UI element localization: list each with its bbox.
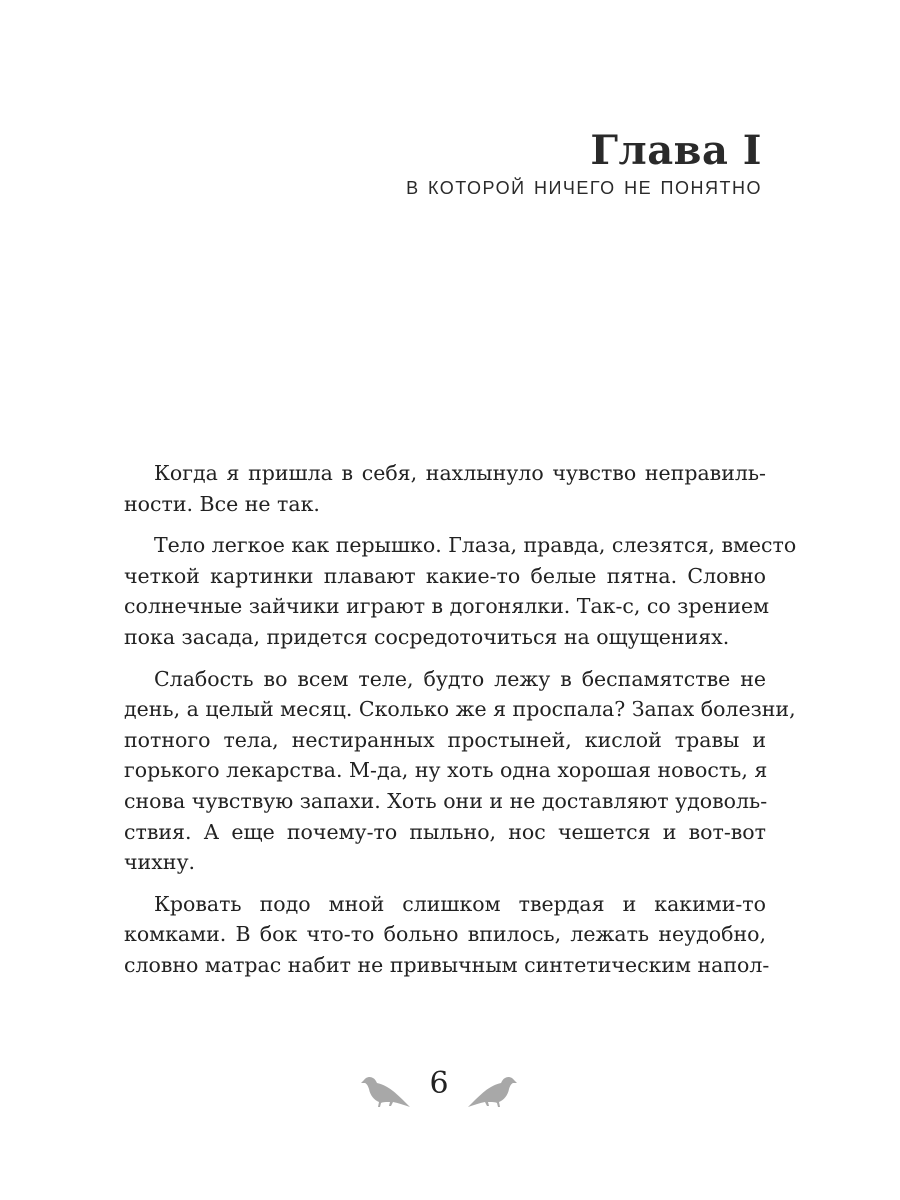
text-line: чихну. bbox=[124, 850, 196, 875]
sparrow-icon bbox=[360, 1070, 412, 1112]
text-line: комками. В бок что-то больно впилось, лежать неудобно, bbox=[124, 922, 766, 947]
paragraph bbox=[124, 889, 770, 981]
page-footer bbox=[0, 1062, 900, 1122]
text-line: Когда я пришла в себя, нахлынуло чувство неправиль- bbox=[154, 461, 766, 485]
paragraph bbox=[124, 530, 797, 652]
sparrow-icon bbox=[466, 1070, 518, 1112]
text-line: ности. Все не так. bbox=[124, 491, 320, 516]
text-line: потного тела, нестиранных простыней, кислой травы и bbox=[124, 727, 766, 752]
text-line: снова чувствую запахи. Хоть они и не доставляют удоволь- bbox=[124, 788, 768, 813]
text-line: Слабость во всем теле, будто лежу в беспамятстве не bbox=[154, 666, 766, 691]
text-line: солнечные зайчики играют в догонялки. Так-с, со зрением bbox=[124, 594, 770, 619]
text-line: Тело легкое как перышко. Глаза, правда, слезятся, вместо bbox=[154, 533, 797, 558]
paragraph bbox=[124, 458, 766, 519]
paragraph bbox=[124, 664, 796, 878]
chapter-body bbox=[124, 458, 797, 992]
text-line: четкой картинки плавают какие-то белые пятна. Словно bbox=[124, 563, 766, 588]
text-line: день, а целый месяц. Сколько же я проспала? Запах болезни, bbox=[124, 697, 796, 722]
text-line: пока засада, придется сосредоточиться на ощущениях. bbox=[124, 624, 730, 649]
page-number: 6 bbox=[429, 1066, 449, 1101]
text-line: Кровать подо мной слишком твердая и какими-то bbox=[154, 891, 766, 916]
chapter-title: Глава I bbox=[590, 126, 762, 174]
text-line: словно матрас набит не привычным синтетическим напол- bbox=[124, 952, 770, 977]
text-line: ствия. А еще почему-то пыльно, нос чешется и вот-вот bbox=[124, 819, 766, 844]
chapter-subtitle: в которой ничего не понятно bbox=[406, 172, 762, 200]
text-line: горького лекарства. М-да, ну хоть одна хорошая новость, я bbox=[124, 758, 768, 783]
